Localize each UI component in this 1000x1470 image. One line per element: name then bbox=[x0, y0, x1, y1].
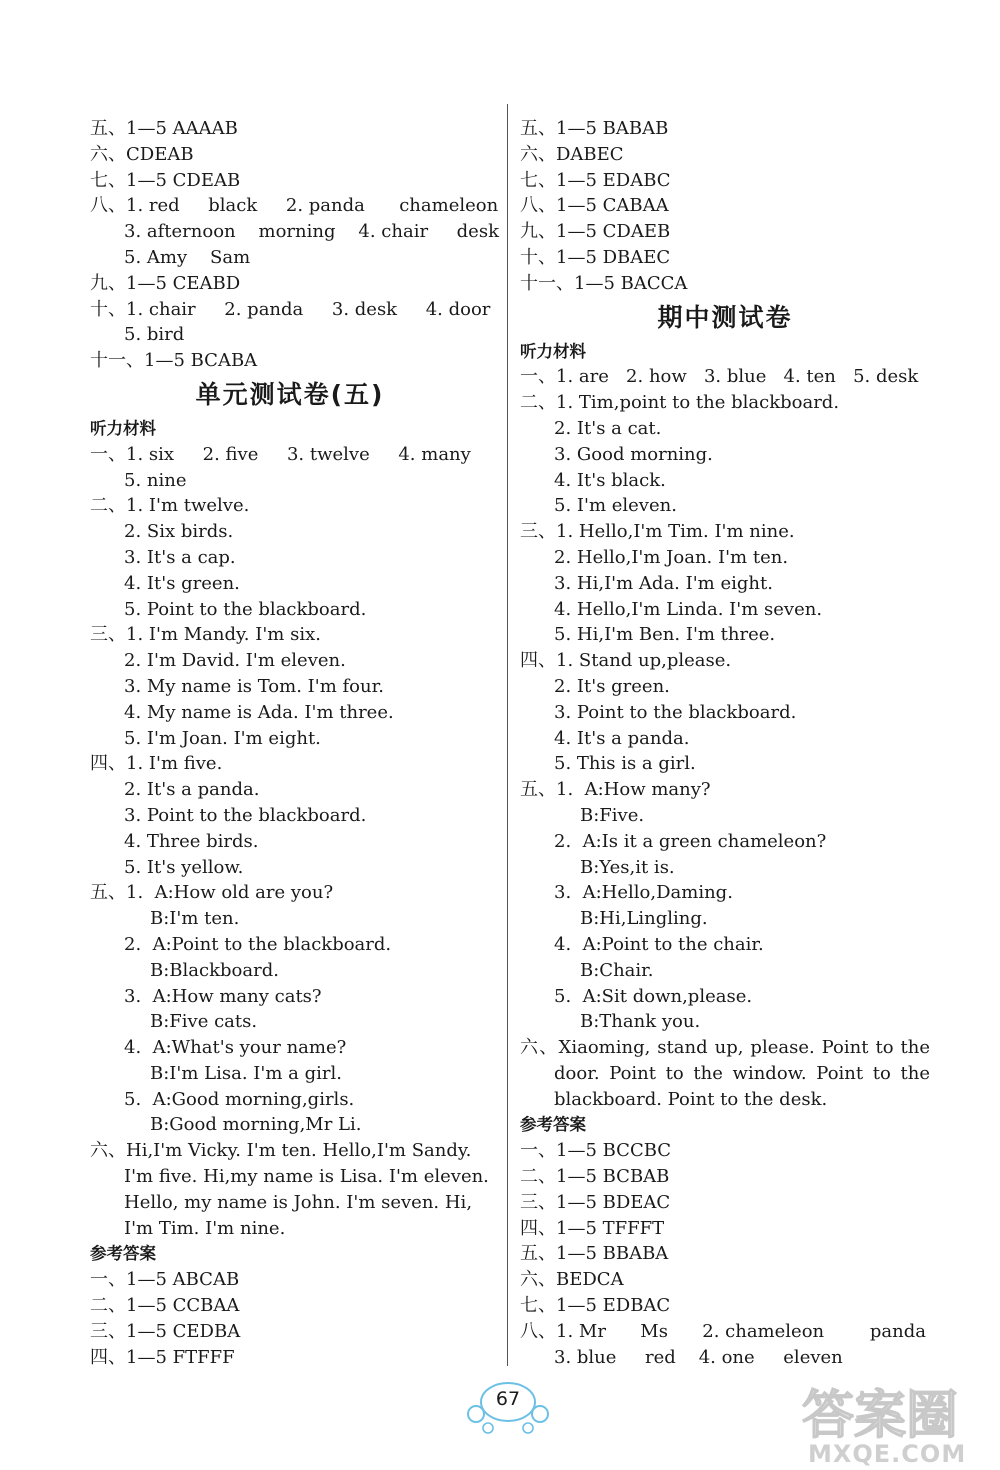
text-line: 四、1. Stand up,please. bbox=[520, 650, 732, 672]
text-line: 5. A:Sit down,please. bbox=[554, 985, 753, 1007]
text-line: 2. A:Is it a green chameleon? bbox=[554, 830, 827, 852]
text-line: 2. It's a cat. bbox=[554, 417, 662, 439]
section-heading: 参考答案 bbox=[90, 1244, 156, 1264]
watermark-glyphs: 答案圈 bbox=[802, 1386, 959, 1446]
text-line: 4. It's green. bbox=[124, 572, 240, 594]
text-line: 4. A:What's your name? bbox=[124, 1037, 347, 1059]
text-line: B:Thank you. bbox=[580, 1011, 701, 1033]
text-line: 六、Xiaoming, stand up, please. Point to the bbox=[520, 1037, 930, 1059]
text-line: 一、1—5 ABCAB bbox=[90, 1269, 240, 1291]
text-line: 4. It's black. bbox=[554, 469, 666, 491]
text-line: B:I'm ten. bbox=[150, 908, 240, 930]
text-line: 3. Hi,I'm Ada. I'm eight. bbox=[554, 572, 773, 594]
text-line: 一、1—5 BCCBC bbox=[520, 1140, 672, 1162]
text-line: 六、DABEC bbox=[520, 143, 624, 165]
page-number: 67 bbox=[495, 1388, 521, 1410]
text-line: 八、1. red black 2. panda chameleon bbox=[90, 195, 499, 217]
text-line: 四、1—5 FTFFF bbox=[90, 1346, 235, 1368]
text-line: 三、1. I'm Mandy. I'm six. bbox=[90, 624, 321, 646]
text-line: B:Blackboard. bbox=[150, 959, 279, 981]
section-heading: 听力材料 bbox=[90, 418, 156, 438]
text-line: B:Five cats. bbox=[150, 1011, 258, 1033]
section-heading: 听力材料 bbox=[520, 341, 586, 361]
text-line: 二、1—5 CCBAA bbox=[90, 1295, 240, 1317]
text-line: 3. blue red 4. one eleven bbox=[554, 1346, 843, 1368]
text-line: 十、1—5 DBAEC bbox=[520, 246, 671, 268]
text-line: 十一、1—5 BACCA bbox=[520, 272, 688, 294]
text-line: 二、1—5 BCBAB bbox=[520, 1166, 670, 1188]
text-line: 4. Three birds. bbox=[124, 830, 259, 852]
text-line: 2. It's a panda. bbox=[124, 779, 260, 801]
text-line: 五、1—5 AAAAB bbox=[90, 118, 238, 139]
text-line: 4. A:Point to the chair. bbox=[554, 933, 764, 955]
text-line: 3. Point to the blackboard. bbox=[554, 701, 797, 723]
text-line: 2. A:Point to the blackboard. bbox=[124, 933, 392, 955]
text-line: B:Hi,Lingling. bbox=[580, 908, 708, 930]
text-line: 5. I'm Joan. I'm eight. bbox=[124, 727, 321, 749]
text-line: door. Point to the window. Point to the bbox=[554, 1062, 930, 1084]
text-line: 四、1. I'm five. bbox=[90, 753, 223, 775]
text-line: blackboard. Point to the desk. bbox=[554, 1088, 828, 1110]
column-divider bbox=[507, 104, 508, 1366]
watermark-url: MXQE.COM bbox=[808, 1440, 967, 1468]
text-line: 3. afternoon morning 4. chair desk bbox=[124, 221, 499, 243]
text-line: 2. I'm David. I'm eleven. bbox=[124, 650, 346, 672]
text-line: 5. Hi,I'm Ben. I'm three. bbox=[554, 624, 776, 646]
text-line: 5. nine bbox=[124, 469, 187, 491]
text-line: Hello, my name is John. I'm seven. Hi, bbox=[124, 1191, 473, 1213]
text-line: 八、1. Mr Ms 2. chameleon panda bbox=[520, 1320, 926, 1342]
text-line: 3. Good morning. bbox=[554, 443, 713, 465]
text-line: B:Yes,it is. bbox=[580, 856, 675, 878]
text-line: 一、1. six 2. five 3. twelve 4. many bbox=[90, 443, 471, 465]
text-line: 九、1—5 CEABD bbox=[90, 272, 241, 294]
text-line: 三、1. Hello,I'm Tim. I'm nine. bbox=[520, 521, 795, 543]
text-line: 5. It's yellow. bbox=[124, 856, 244, 878]
text-line: I'm Tim. I'm nine. bbox=[124, 1217, 286, 1239]
text-line: 七、1—5 EDABC bbox=[520, 169, 671, 191]
text-line: 3. My name is Tom. I'm four. bbox=[124, 675, 384, 697]
text-line: 十一、1—5 BCABA bbox=[90, 350, 258, 372]
text-line: 三、1—5 CEDBA bbox=[90, 1320, 241, 1342]
text-line: 五、1. A:How many? bbox=[520, 779, 711, 801]
text-line: 4. Hello,I'm Linda. I'm seven. bbox=[554, 598, 823, 620]
text-line: 七、1—5 CDEAB bbox=[90, 169, 241, 191]
text-line: 5. Amy Sam bbox=[124, 246, 251, 268]
right-column bbox=[520, 116, 930, 1370]
text-line: 三、1—5 BDEAC bbox=[520, 1191, 671, 1213]
text-line: 2. Hello,I'm Joan. I'm ten. bbox=[554, 546, 789, 568]
text-line: 3. A:Hello,Daming. bbox=[554, 882, 733, 904]
section-title: 单元测试卷(五) bbox=[195, 379, 385, 409]
text-line: 十、1. chair 2. panda 3. desk 4. door bbox=[90, 298, 491, 320]
text-line: B:Chair. bbox=[580, 959, 654, 981]
text-line: 九、1—5 CDAEB bbox=[520, 221, 671, 243]
text-line: 3. A:How many cats? bbox=[124, 985, 322, 1007]
text-line: 2. It's green. bbox=[554, 675, 670, 697]
text-line: 5. I'm eleven. bbox=[554, 495, 677, 517]
text-line: 5. bird bbox=[124, 324, 185, 346]
section-title: 期中测试卷 bbox=[657, 302, 793, 332]
text-line: 六、CDEAB bbox=[90, 143, 194, 165]
text-line: 八、1—5 CABAA bbox=[520, 195, 669, 217]
text-line: 5. Point to the blackboard. bbox=[124, 598, 367, 620]
text-line: 六、Hi,I'm Vicky. I'm ten. Hello,I'm Sandy. bbox=[90, 1140, 472, 1162]
left-column bbox=[90, 116, 499, 1370]
text-line: 五、1—5 BBABA bbox=[520, 1243, 669, 1265]
text-line: 四、1—5 TFFFT bbox=[520, 1217, 665, 1239]
text-line: 3. It's a cap. bbox=[124, 546, 236, 568]
text-line: 5. A:Good morning,girls. bbox=[124, 1088, 355, 1110]
text-line: 5. This is a girl. bbox=[554, 753, 696, 775]
text-line: I'm five. Hi,my name is Lisa. I'm eleven. bbox=[124, 1166, 489, 1188]
text-line: B:Good morning,Mr Li. bbox=[150, 1114, 362, 1136]
text-line: 二、1. I'm twelve. bbox=[90, 495, 250, 517]
text-line: 2. Six birds. bbox=[124, 521, 234, 543]
text-line: 二、1. Tim,point to the blackboard. bbox=[520, 392, 840, 414]
text-line: 4. My name is Ada. I'm three. bbox=[124, 701, 394, 723]
text-line: 3. Point to the blackboard. bbox=[124, 804, 367, 826]
text-line: 五、1—5 BABAB bbox=[520, 118, 669, 139]
section-heading: 参考答案 bbox=[520, 1115, 586, 1135]
text-line: 一、1. are 2. how 3. blue 4. ten 5. desk bbox=[520, 366, 919, 388]
text-line: 4. It's a panda. bbox=[554, 727, 690, 749]
page-number-badge bbox=[466, 1378, 550, 1438]
text-line: B:Five. bbox=[580, 804, 645, 826]
text-line: 六、BEDCA bbox=[520, 1269, 624, 1291]
text-line: 五、1. A:How old are you? bbox=[90, 882, 334, 904]
text-line: B:I'm Lisa. I'm a girl. bbox=[150, 1062, 342, 1084]
text-line: 七、1—5 EDBAC bbox=[520, 1295, 671, 1317]
